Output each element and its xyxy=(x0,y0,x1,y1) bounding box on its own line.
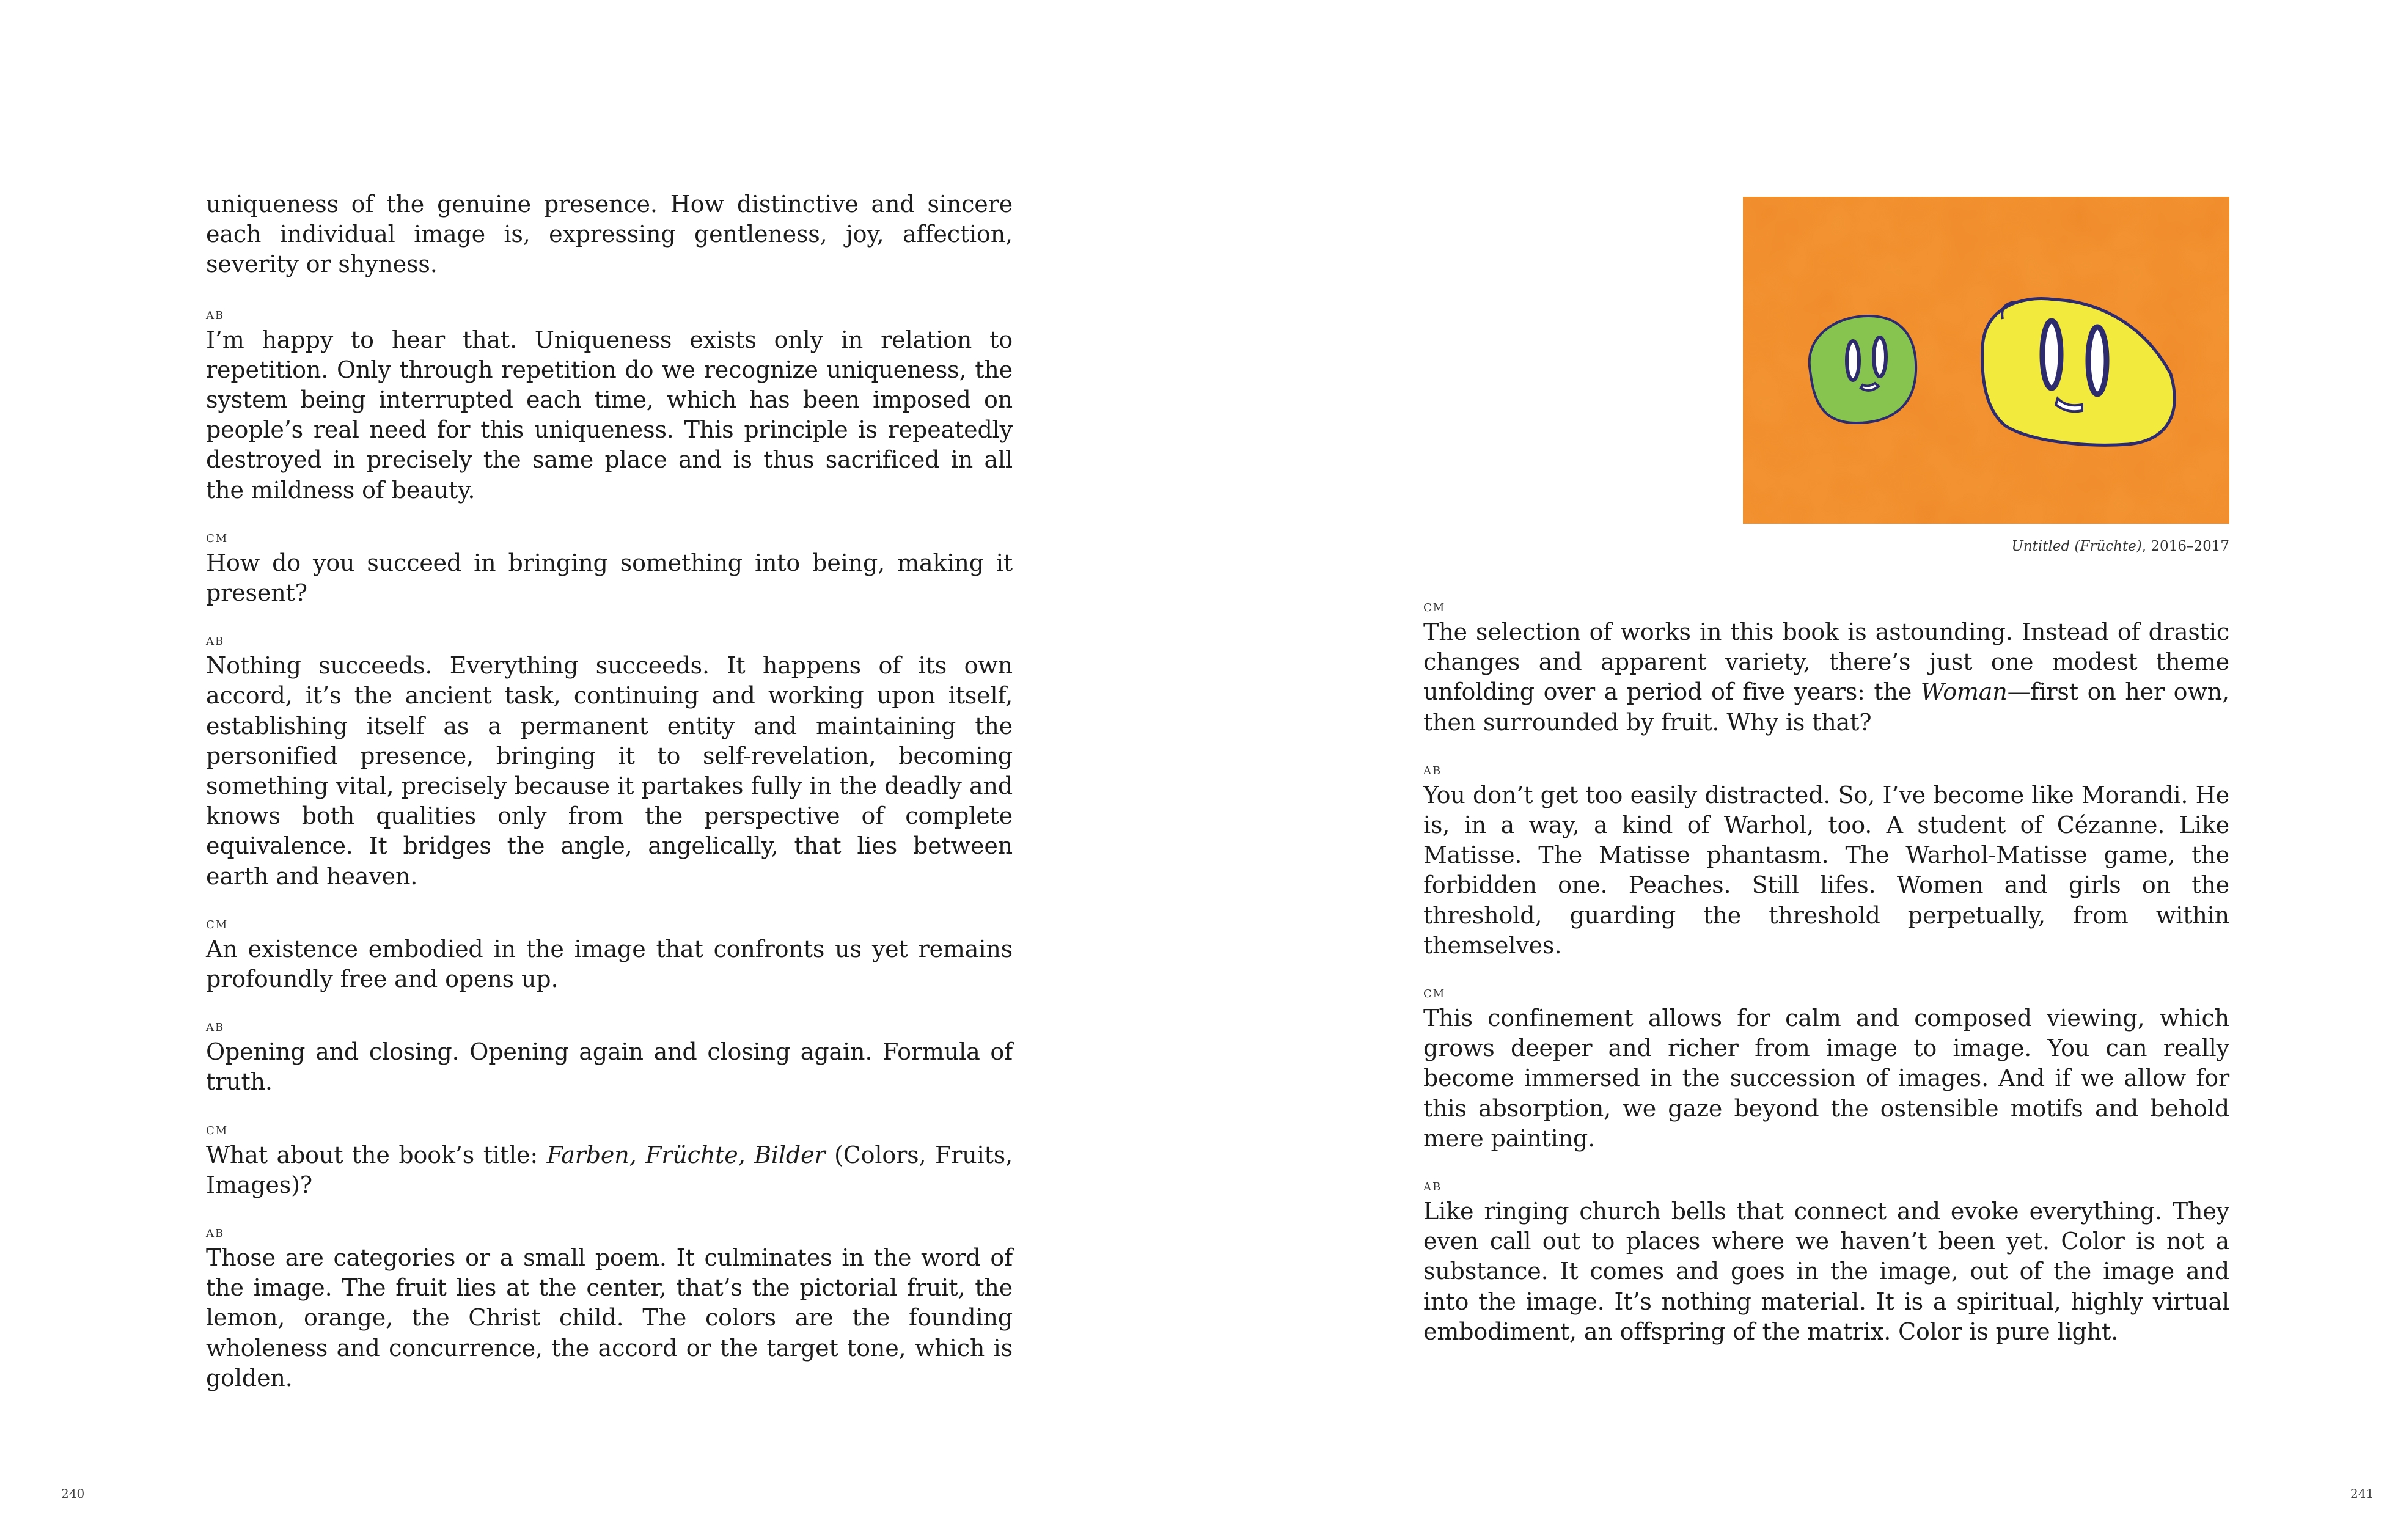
speaker-label: CM xyxy=(206,532,229,545)
dialogue-entry xyxy=(1423,764,2229,961)
artwork-caption xyxy=(1743,537,2229,556)
opening-paragraph: uniqueness of the genuine presence. How distinctive and sincere each individual image is, expressing gentleness, joy, affection, severity or shyness. xyxy=(206,191,1013,278)
speaker-label: AB xyxy=(206,1227,225,1241)
opening-paragraph-block xyxy=(206,189,1013,280)
dialogue-text xyxy=(206,1140,1013,1200)
page-number-left: 240 xyxy=(61,1486,85,1501)
dialogue-entry xyxy=(206,309,1013,505)
text-segment: —first on her own, then surrounded by fruit. Why is that? xyxy=(1423,678,2229,736)
dialogue-text: How do you succeed in bringing something into being, making it present? xyxy=(206,549,1013,607)
green-fruit xyxy=(1810,316,1916,423)
dialogue-text: Opening and closing. Opening again and closing again. Formula of truth. xyxy=(206,1038,1013,1096)
text-segment: What about the book’s title: xyxy=(206,1141,547,1168)
speaker-label: AB xyxy=(1423,764,1442,777)
right-text-column xyxy=(1423,601,2229,1373)
speaker-label: CM xyxy=(206,1124,229,1137)
caption-years: , 2016–2017 xyxy=(2141,538,2229,554)
woman-title-italic: Woman xyxy=(1920,678,2008,706)
dialogue-text: Like ringing church bells that connect and evoke everything. They even call out to places where we haven’t been yet. Color is not a substance. It comes and goes in the image, out of the image and into the image. It’s nothing material. It is a spiritual, highly virtual embodiment, an offspring of the matrix. Color is pure light. xyxy=(1423,1198,2229,1345)
caption-title: Untitled (Früchte) xyxy=(2011,538,2142,554)
speaker-label: CM xyxy=(206,918,229,931)
dialogue-entry xyxy=(1423,601,2229,738)
page-number-right: 241 xyxy=(2350,1486,2374,1501)
speaker-label: AB xyxy=(206,1021,225,1035)
dialogue-text: I’m happy to hear that. Uniqueness exists only in relation to repetition. Only through repetition do we recognize uniqueness, the system being interrupted each time, which has been imposed on people’s real need for this uniqueness. This principle is repeatedly destroyed in precisely the same place and is thus sacrificed in all the mildness of beauty. xyxy=(206,326,1013,504)
dialogue-entry xyxy=(206,1226,1013,1393)
dialogue-entry xyxy=(1423,1180,2229,1347)
speaker-label: AB xyxy=(206,635,225,648)
dialogue-text: Nothing succeeds. Everything succeeds. It happens of its own accord, it’s the ancient task, continuing and working upon itself, establishing itself as a permanent entity and maintaining the personified presence, bringing it to self-revelation, becoming something vital, precisely because it partakes fully in the deadly and knows both qualities only from the perspective of complete equivalence. It bridges the angle, angelically, that lies between earth and heaven. xyxy=(206,652,1013,890)
dialogue-text: Those are categories or a small poem. It culminates in the word of the image. The fruit lies at the center, that’s the pictorial fruit, the lemon, orange, the Christ child. The colors are the founding wholeness and concurrence, the accord or the target tone, which is golden. xyxy=(206,1244,1013,1392)
speaker-label: AB xyxy=(1423,1181,1442,1194)
text-segment: The selection of works in this book is astounding. Instead of drastic changes and apparent variety, there’s just one modest theme unfolding over a period of five years: the xyxy=(1423,618,2229,706)
left-text-column xyxy=(206,189,1013,1420)
dialogue-entry xyxy=(206,634,1013,892)
dialogue-text: An existence embodied in the image that confronts us yet remains profoundly free and opens up. xyxy=(206,935,1013,993)
dialogue-text xyxy=(1423,617,2229,738)
dialogue-entry xyxy=(206,1021,1013,1097)
speaker-label: CM xyxy=(1423,601,1446,614)
text-segment: (Colors, Fruits, Images)? xyxy=(206,1141,1013,1198)
speaker-label: CM xyxy=(1423,988,1446,1001)
dialogue-entry xyxy=(206,532,1013,608)
speaker-label: AB xyxy=(206,309,225,322)
dialogue-text: This confinement allows for calm and composed viewing, which grows deeper and richer from image to image. You can really become immersed in the succession of images. And if we allow for this absorption, we gaze beyond the ostensible motifs and behold mere painting. xyxy=(1423,1005,2229,1152)
dialogue-text: You don’t get too easily distracted. So, I’ve become like Morandi. He is, in a way, a kind of Warhol, too. A student of Cézanne. Like Matisse. The Matisse phantasm. The Warhol-Matisse game, the forbidden one. Peaches. Still lifes. Women and girls on the threshold, guarding the threshold perpetually, from within themselves. xyxy=(1423,781,2229,959)
artwork-image xyxy=(1743,197,2229,524)
book-title-italic: Farben, Früchte, Bilder xyxy=(546,1141,826,1168)
dialogue-entry xyxy=(1423,987,2229,1154)
dialogue-entry xyxy=(206,1124,1013,1200)
dialogue-entry xyxy=(206,918,1013,994)
